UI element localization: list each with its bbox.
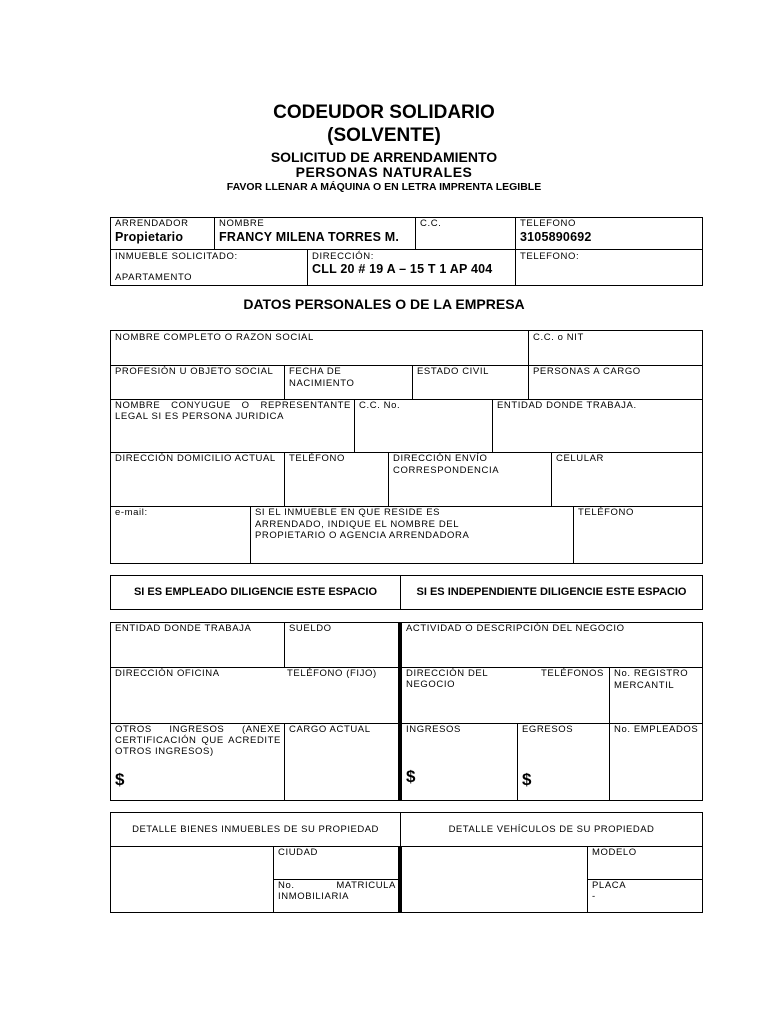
vehiculos-header: [400, 812, 703, 847]
otros-ingresos-line1: OTROS INGRESOS (ANEXE: [115, 724, 281, 735]
arrendador-cell[interactable]: [110, 217, 215, 250]
celular-cell[interactable]: [551, 452, 703, 507]
cc-nit-label: C.C. o NIT: [533, 332, 584, 343]
telefonos-negocio-label: TELÉFONOS: [541, 668, 604, 679]
ingresos-cell[interactable]: [401, 723, 518, 801]
inmuebles-header-label: DETALLE BIENES INMUEBLES DE SU PROPIEDAD: [132, 824, 379, 835]
ciudad-label: CIUDAD: [278, 847, 319, 858]
arrendador-label: ARRENDADOR: [115, 218, 189, 229]
email-label: e-mail:: [115, 507, 148, 518]
inmueble-cell[interactable]: [110, 249, 308, 286]
personas-cargo-label: PERSONAS A CARGO: [533, 366, 641, 377]
form-title: CODEUDOR SOLIDARIO: [273, 102, 495, 123]
vehiculo-detalle-cell[interactable]: [401, 846, 588, 913]
otros-ingresos-cell[interactable]: [110, 723, 285, 801]
entidad-label: ENTIDAD DONDE TRABAJA: [115, 623, 252, 634]
entidad-trabaja-cell[interactable]: [492, 399, 703, 453]
estado-civil-label: ESTADO CIVIL: [417, 366, 489, 377]
placa-value: -: [592, 891, 596, 902]
cc-label: C.C.: [420, 218, 442, 229]
telefono-arrendador-label: TELÉFONO: [578, 507, 635, 518]
direccion-cell[interactable]: [307, 249, 516, 286]
inmueble-label: INMUEBLE SOLICITADO:: [115, 251, 238, 262]
direccion-label: DIRECCIÓN:: [312, 251, 374, 262]
profesion-label: PROFESIÓN U OBJETO SOCIAL: [115, 366, 274, 377]
matricula-label-line1: No. MATRICULA: [278, 880, 396, 891]
sueldo-label: SUELDO: [289, 623, 332, 634]
fecha-nacimiento-cell[interactable]: [284, 365, 413, 400]
cargo-cell[interactable]: [284, 723, 399, 801]
empleados-cell[interactable]: [609, 723, 703, 801]
modelo-label: MODELO: [592, 847, 637, 858]
personas-cargo-cell[interactable]: [528, 365, 703, 400]
nombre-label: NOMBRE: [219, 218, 265, 229]
registro-cell[interactable]: [609, 667, 703, 724]
registro-label: No. REGISTRO MERCANTIL: [614, 668, 689, 691]
nombre-cell[interactable]: [214, 217, 416, 250]
nombre-completo-cell[interactable]: [110, 330, 529, 366]
nombre-completo-label: NOMBRE COMPLETO O RAZON SOCIAL: [115, 332, 314, 343]
domicilio-label: DIRECCIÓN DOMICILIO ACTUAL: [115, 453, 276, 464]
otros-ingresos-line3: OTROS INGRESOS): [115, 746, 214, 757]
telefono2-label: TELEFONO:: [520, 251, 580, 262]
otros-ingresos-currency: $: [115, 770, 125, 789]
ciudad-cell[interactable]: [273, 846, 399, 880]
inmueble-detalle-cell[interactable]: [110, 846, 274, 913]
cc-nit-cell[interactable]: [528, 330, 703, 366]
conyugue-cell[interactable]: [110, 399, 355, 453]
actividad-label: ACTIVIDAD O DESCRIPCIÓN DEL NEGOCIO: [406, 623, 625, 634]
personal-section-title: DATOS PERSONALES O DE LA EMPRESA: [243, 296, 525, 312]
cc-no-cell[interactable]: [354, 399, 493, 453]
cc-no-label: C.C. No.: [359, 400, 401, 411]
telefono-arrendador-cell[interactable]: [573, 506, 703, 564]
cc-cell[interactable]: [415, 217, 516, 250]
form-title-qualifier: (SOLVENTE): [327, 125, 441, 146]
fill-instruction: FAVOR LLENAR A MÁQUINA O EN LETRA IMPRENTA LEGIBLE: [226, 181, 542, 193]
estado-civil-cell[interactable]: [412, 365, 529, 400]
placa-label: PLACA: [592, 880, 627, 891]
celular-label: CELULAR: [556, 453, 605, 464]
egresos-label: EGRESOS: [522, 724, 574, 735]
cargo-label: CARGO ACTUAL: [289, 724, 371, 735]
employed-header-label: SI ES EMPLEADO DILIGENCIE ESTE ESPACIO: [133, 586, 378, 598]
nombre-value: FRANCY MILENA TORRES M.: [219, 230, 400, 244]
placa-cell[interactable]: [587, 879, 703, 913]
dir-oficina-cell[interactable]: [110, 667, 399, 724]
employed-header: [110, 575, 401, 610]
matricula-cell[interactable]: [273, 879, 399, 913]
email-cell[interactable]: [110, 506, 251, 564]
form-subtitle-2: PERSONAS NATURALES: [295, 164, 473, 180]
arrendado-label: SI EL INMUEBLE EN QUE RESIDE ES ARRENDADO, INDIQUE EL NOMBRE DEL PROPIETARIO O AGENCIA ARRENDADORA: [255, 507, 470, 541]
matricula-label-line2: INMOBILIARIA: [278, 891, 350, 902]
egresos-currency: $: [522, 770, 532, 789]
arrendador-value: Propietario: [115, 230, 184, 244]
actividad-cell[interactable]: [401, 622, 703, 668]
dir-negocio-label: DIRECCIÓN DEL: [406, 668, 489, 679]
independent-header: [400, 575, 703, 610]
telefono-personal-label: TELÉFONO: [289, 453, 346, 464]
dir-oficina-label: DIRECCIÓN OFICINA: [115, 668, 220, 679]
ingresos-currency: $: [406, 767, 416, 786]
dir-envio-cell[interactable]: [388, 452, 552, 507]
telefono-personal-cell[interactable]: [284, 452, 389, 507]
entidad-cell[interactable]: [110, 622, 285, 668]
conyugue-label-line1: NOMBRE CONYUGUE O REPRESENTANTE: [115, 400, 351, 411]
domicilio-cell[interactable]: [110, 452, 285, 507]
conyugue-label-line2: LEGAL SI ES PERSONA JURIDICA: [115, 411, 285, 422]
entidad-trabaja-label: ENTIDAD DONDE TRABAJA.: [497, 400, 637, 411]
negocio-label: NEGOCIO: [406, 679, 456, 690]
vehiculos-header-label: DETALLE VEHÍCULOS DE SU PROPIEDAD: [448, 824, 655, 835]
dir-envio-label: DIRECCIÓN ENVÍO CORRESPONDENCIA: [393, 453, 500, 476]
inmueble-value: APARTAMENTO: [115, 272, 193, 283]
arrendado-cell[interactable]: [250, 506, 574, 564]
tel-fijo-label: TELÉFONO (FIJO): [287, 668, 377, 679]
telefono-label: TELEFONO: [520, 218, 577, 229]
fecha-nacimiento-label: FECHA DE NACIMIENTO: [289, 366, 355, 389]
sueldo-cell[interactable]: [284, 622, 399, 668]
inmuebles-header: [110, 812, 401, 847]
independent-header-label: SI ES INDEPENDIENTE DILIGENCIE ESTE ESPACIO: [416, 586, 687, 598]
direccion-value: CLL 20 # 19 A – 15 T 1 AP 404: [312, 262, 493, 276]
empleados-label: No. EMPLEADOS: [614, 724, 699, 735]
telefono-cell[interactable]: [515, 217, 703, 250]
dir-negocio-cell[interactable]: [401, 667, 610, 724]
modelo-cell[interactable]: [587, 846, 703, 880]
telefono2-cell[interactable]: [515, 249, 703, 286]
egresos-cell[interactable]: [517, 723, 610, 801]
telefono-value: 3105890692: [520, 230, 592, 244]
form-subtitle: SOLICITUD DE ARRENDAMIENTO: [270, 149, 498, 165]
otros-ingresos-line2: CERTIFICACIÓN QUE ACREDITE: [115, 735, 281, 746]
ingresos-label: INGRESOS: [406, 724, 461, 735]
profesion-cell[interactable]: [110, 365, 285, 400]
